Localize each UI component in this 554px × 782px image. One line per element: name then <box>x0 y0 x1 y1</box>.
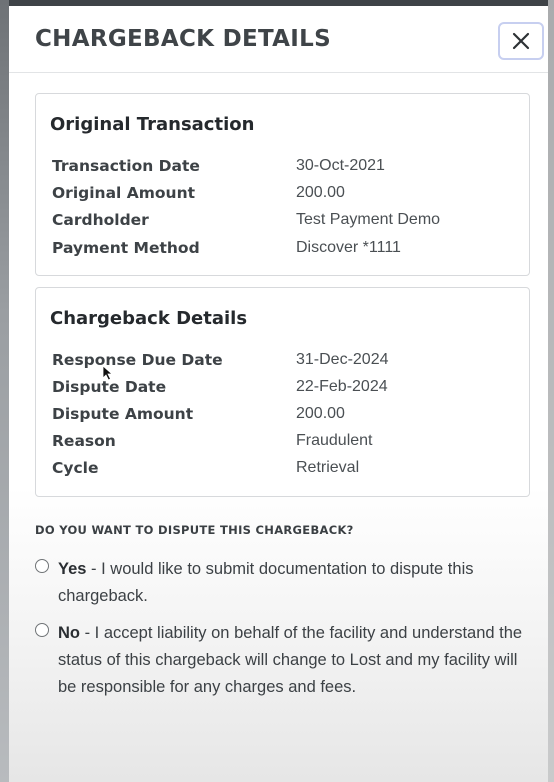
close-icon <box>512 32 530 50</box>
detail-row <box>52 211 522 233</box>
modal-header <box>9 6 548 73</box>
option-description: - I accept liability on behalf of the facility and understand the status of this chargeback will change to Lost and my facility will be responsible for any charges and fees. <box>58 624 523 696</box>
row-label: Cardholder <box>52 211 149 229</box>
row-value: 30-Oct-2021 <box>296 157 385 174</box>
chargeback-details-heading: Chargeback Details <box>50 308 248 329</box>
dispute-question: DO YOU WANT TO DISPUTE THIS CHARGEBACK? <box>35 523 354 537</box>
row-label: Original Amount <box>52 184 196 202</box>
radio-yes[interactable] <box>35 559 49 573</box>
row-label: Dispute Date <box>52 378 167 396</box>
close-button[interactable] <box>498 22 544 60</box>
row-value: Fraudulent <box>296 432 373 449</box>
detail-row <box>52 351 522 373</box>
chargeback-modal <box>9 6 548 782</box>
option-keyword: No <box>58 624 80 642</box>
detail-row <box>52 157 522 179</box>
chargeback-details-panel <box>35 287 530 497</box>
backdrop-right <box>548 0 554 782</box>
row-value: 22-Feb-2024 <box>296 378 388 395</box>
original-transaction-panel <box>35 93 530 276</box>
option-yes-text <box>58 556 528 610</box>
detail-row <box>52 459 522 481</box>
option-no-text <box>58 620 528 701</box>
row-label: Dispute Amount <box>52 405 194 423</box>
row-value: Test Payment Demo <box>296 211 441 228</box>
backdrop-left <box>0 0 9 782</box>
detail-row <box>52 239 522 261</box>
detail-row <box>52 432 522 454</box>
row-value: 31-Dec-2024 <box>296 351 389 368</box>
row-value: Discover *1111 <box>296 239 401 256</box>
radio-no[interactable] <box>35 623 49 637</box>
option-description: - I would like to submit documentation to dispute this chargeback. <box>58 560 474 605</box>
row-value: 200.00 <box>296 405 345 422</box>
row-value: 200.00 <box>296 184 345 201</box>
row-label: Reason <box>52 432 116 450</box>
row-label: Transaction Date <box>52 157 200 175</box>
detail-row <box>52 378 522 400</box>
original-transaction-heading: Original Transaction <box>50 114 255 135</box>
row-label: Cycle <box>52 459 99 477</box>
modal-title: CHARGEBACK DETAILS <box>35 26 331 52</box>
detail-row <box>52 184 522 206</box>
option-keyword: Yes <box>58 560 87 578</box>
row-value: Retrieval <box>296 459 360 476</box>
row-label: Response Due Date <box>52 351 223 369</box>
mouse-cursor-icon <box>102 365 114 381</box>
detail-row <box>52 405 522 427</box>
row-label: Payment Method <box>52 239 200 257</box>
